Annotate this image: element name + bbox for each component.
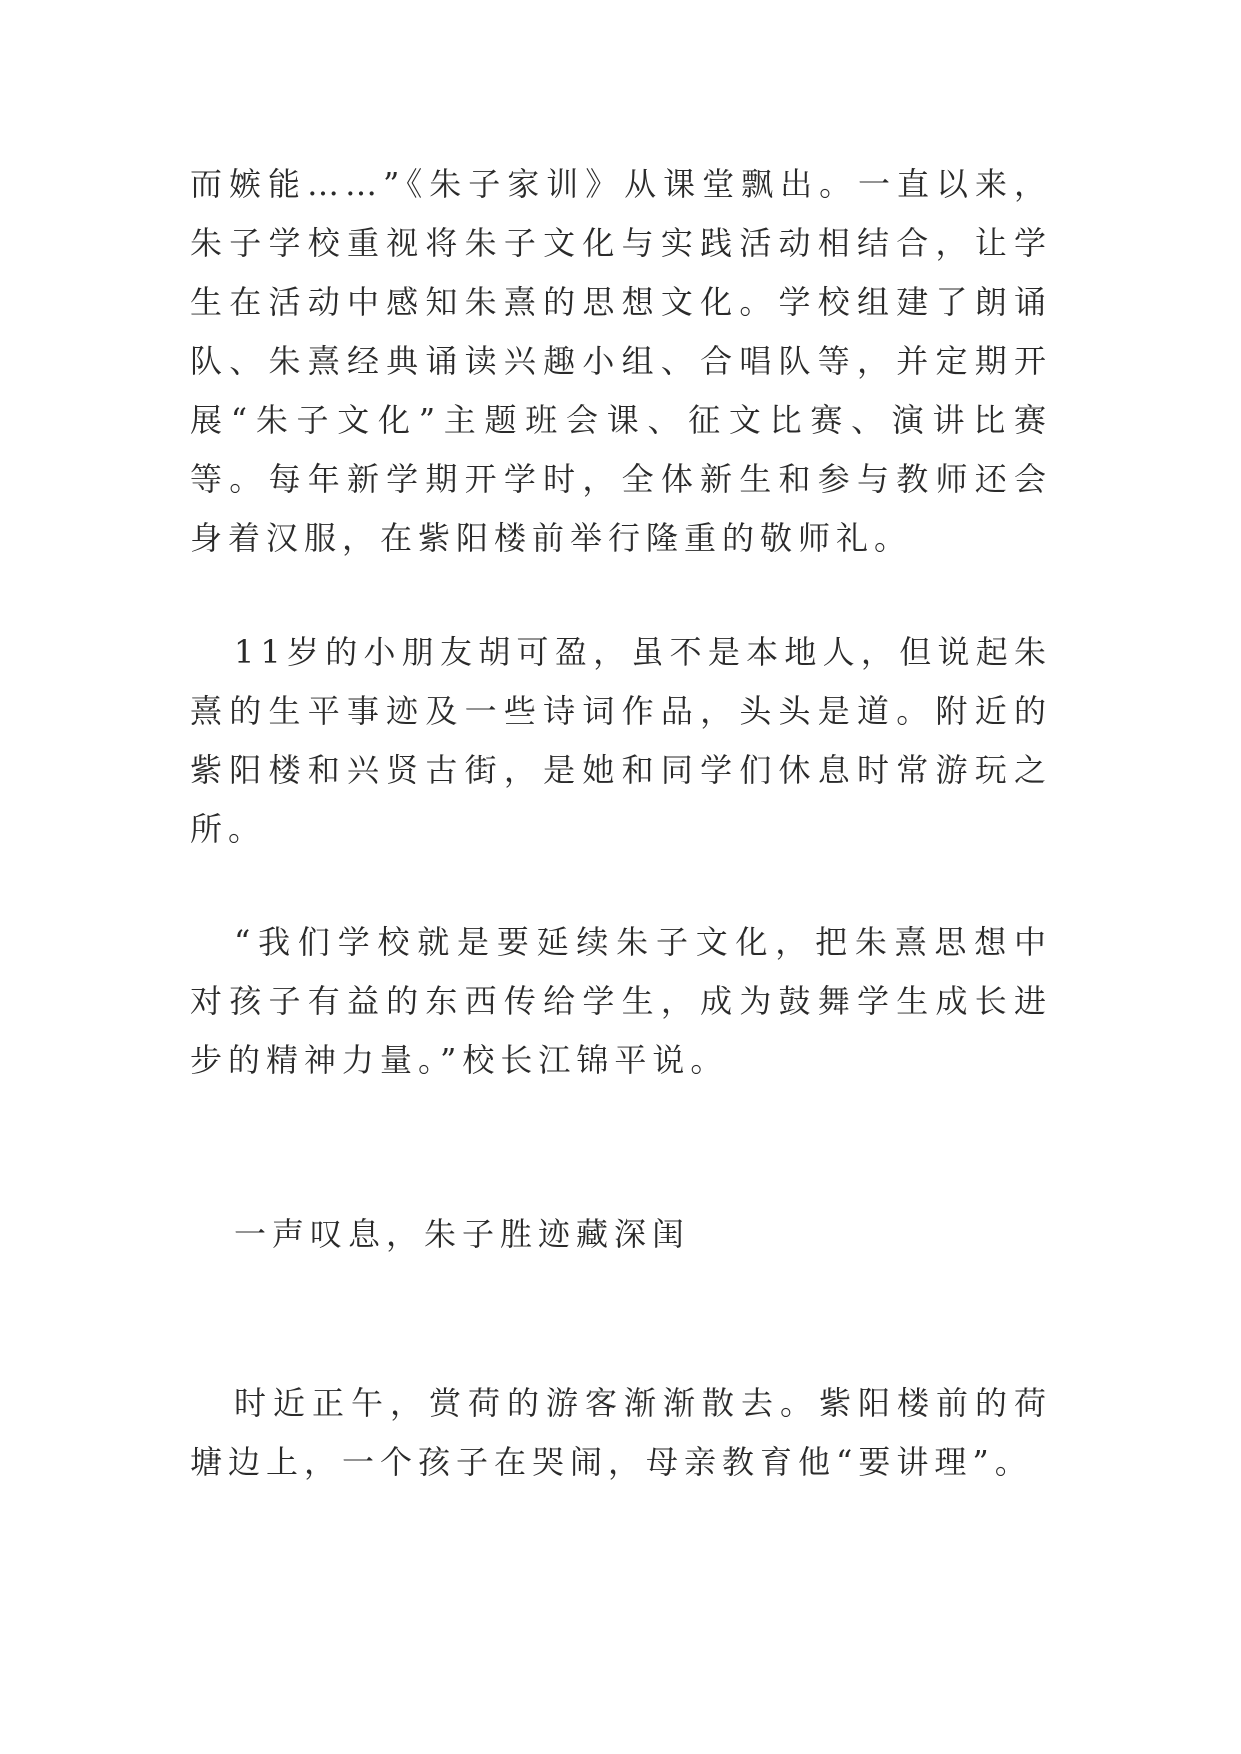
paragraph-lotus-pond: 时近正午，赏荷的游客渐渐散去。紫阳楼前的荷塘边上，一个孩子在哭闹，母亲教育他“要讲理”。 — [190, 1384, 1052, 1481]
paragraph-school-activities: 而嫉能……”《朱子家训》从课堂飘出。一直以来，朱子学校重视将朱子文化与实践活动相结合，让学生在活动中感知朱熹的思想文化。学校组建了朗诵队、朱熹经典诵读兴趣小组、合唱队等，并定期开展“朱子文化”主题班会课、征文比赛、演讲比赛等。每年新学期开学时，全体新生和参与教师还会身着汉服，在紫阳楼前举行隆重的敬师礼。 — [190, 165, 1052, 557]
paragraph-principal-quote: “我们学校就是要延续朱子文化，把朱熹思想中对孩子有益的东西传给学生，成为鼓舞学生成长进步的精神力量。”校长江锦平说。 — [190, 923, 1052, 1079]
paragraph-student-hu-keying: 11岁的小朋友胡可盈，虽不是本地人，但说起朱熹的生平事迹及一些诗词作品，头头是道。附近的紫阳楼和兴贤古街，是她和同学们休息时常游玩之所。 — [190, 633, 1052, 848]
section-heading: 一声叹息，朱子胜迹藏深闺 — [234, 1215, 691, 1253]
